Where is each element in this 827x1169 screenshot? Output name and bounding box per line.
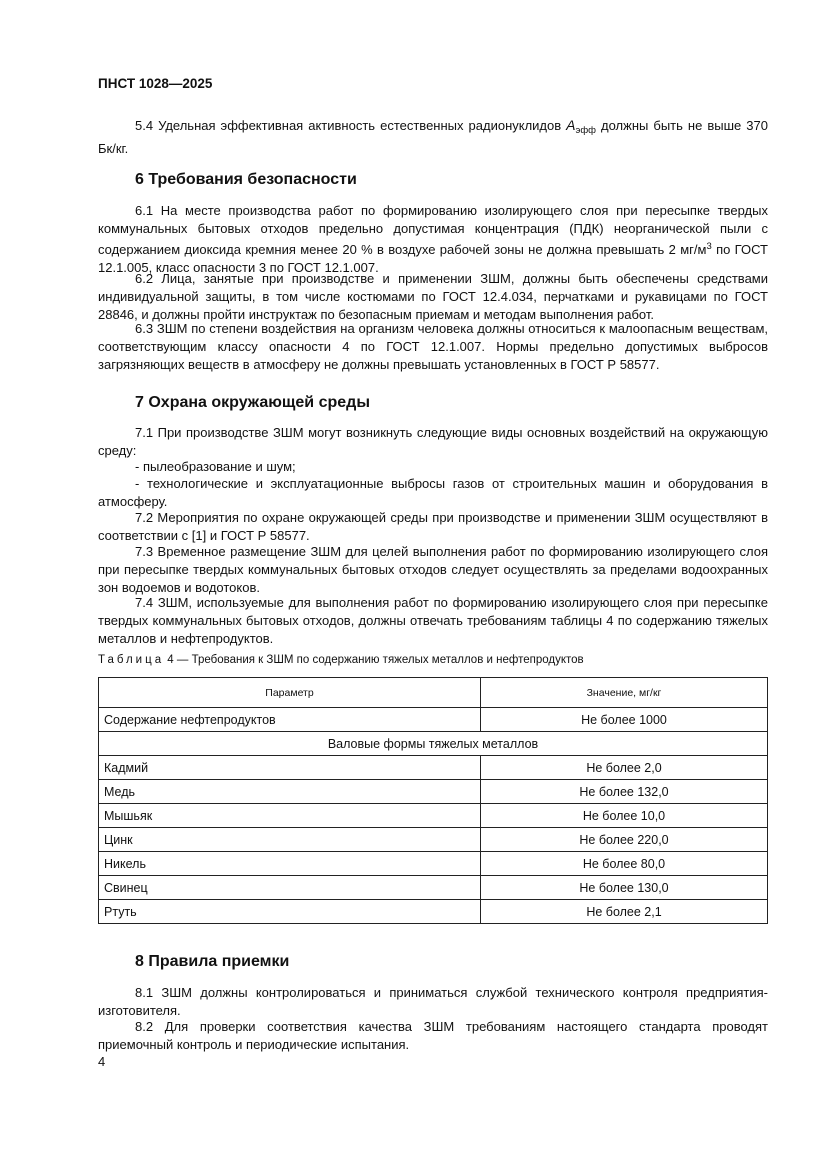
value-cell: Не более 132,0: [481, 780, 768, 804]
page-number: 4: [98, 1054, 106, 1069]
paragraph-8-1: 8.1 ЗШМ должны контролироваться и приниматься службой технического контроля предприятия-изготовителя.: [98, 985, 768, 1018]
p54-subscript: эфф: [575, 125, 596, 136]
paragraph-6-2: 6.2 Лица, занятые при производстве и применении ЗШМ, должны быть обеспечены средствами индивидуальной защиты, в том числе костюмами по ГОСТ 12.4.034, перчатками и рукавицами по ГОСТ 28846, и должны пройти инструктаж по безопасным приемам и методам выполнения работ.: [98, 271, 768, 322]
param-cell: Ртуть: [99, 900, 481, 924]
param-cell: Медь: [99, 780, 481, 804]
value-cell: Не более 130,0: [481, 876, 768, 900]
list-item-dust: - пылеобразование и шум;: [135, 459, 296, 474]
paragraph-7-3: 7.3 Временное размещение ЗШМ для целей выполнения работ по формированию изолирующего слоя при пересыпке твердых коммунальных бытовых отходов следует осуществлять за пределами водоохранных зон водоемов и водотоков.: [98, 544, 768, 595]
param-cell: Содержание нефтепродуктов: [99, 708, 481, 732]
table-row: [99, 756, 768, 780]
requirements-table: [98, 677, 768, 924]
param-cell: Никель: [99, 852, 481, 876]
value-cell: Не более 10,0: [481, 804, 768, 828]
document-header: ПНСТ 1028—2025: [98, 76, 213, 91]
param-cell: Свинец: [99, 876, 481, 900]
paragraph-6-1: [98, 202, 768, 277]
p61-superscript: 3: [706, 241, 712, 252]
param-cell: Мышьяк: [99, 804, 481, 828]
param-cell: Цинк: [99, 828, 481, 852]
section-7-title: 7 Охрана окружающей среды: [135, 394, 370, 411]
paragraph-7-4: 7.4 ЗШМ, используемые для выполнения работ по формированию изолирующего слоя при пересыпке твердых коммунальных бытовых отходов, должны отвечать требованиям таблицы 4 по содержанию тяжелых металлов и нефтепродуктов.: [98, 595, 768, 646]
p54-pre: 5.4 Удельная эффективная активность естественных радионуклидов: [135, 118, 567, 133]
group-cell: Валовые формы тяжелых металлов: [99, 732, 768, 756]
section-8-title: 8 Правила приемки: [135, 953, 290, 970]
table-group-row: [99, 732, 768, 756]
table-caption-label: Таблица: [98, 654, 165, 666]
table-row: [99, 780, 768, 804]
value-cell: Не более 2,0: [481, 756, 768, 780]
p61-pre: 6.1 На месте производства работ по формированию изолирующего слоя при пересыпке твердых коммунальных бытовых отходов предельно допустимая концентрация (ПДК) неорганической пыли с содержанием диоксида кремния менее 20 % в воздухе рабочей зоны не должна превышать 2 мг/м: [98, 203, 768, 257]
p61-post: по ГОСТ 12.1.005, класс опасности 3 по ГОСТ 12.1.007.: [98, 242, 768, 275]
p54-symbol: A: [566, 117, 576, 133]
table-row: [99, 876, 768, 900]
paragraph-5-4: [98, 116, 768, 158]
value-cell: Не более 1000: [481, 708, 768, 732]
table-row: [99, 804, 768, 828]
paragraph-7-1: 7.1 При производстве ЗШМ могут возникнуть следующие виды основных воздействий на окружающую среду:: [98, 425, 768, 458]
table-row: [99, 900, 768, 924]
list-item-emissions: - технологические и эксплуатационные выбросы газов от строительных машин и оборудования в атмосферу.: [98, 476, 768, 509]
param-cell: Кадмий: [99, 756, 481, 780]
header-parameter: Параметр: [99, 678, 481, 708]
section-6-title: 6 Требования безопасности: [135, 171, 357, 188]
table-row: [99, 708, 768, 732]
table-row: [99, 852, 768, 876]
value-cell: Не более 220,0: [481, 828, 768, 852]
paragraph-8-2: 8.2 Для проверки соответствия качества ЗШМ требованиям настоящего стандарта проводят приемочный контроль и периодические испытания.: [98, 1019, 768, 1052]
paragraph-6-3: 6.3 ЗШМ по степени воздействия на организм человека должны относиться к малоопасным веществам, соответствующим классу опасности 4 по ГОСТ 12.1.007. Нормы предельно допустимых выбросов загрязняющих веществ в атмосферу не должны превышать установленных в ГОСТ Р 58577.: [98, 321, 768, 372]
table-row: [99, 828, 768, 852]
table-caption: [98, 654, 584, 666]
value-cell: Не более 80,0: [481, 852, 768, 876]
header-value: Значение, мг/кг: [481, 678, 768, 708]
table-header-row: [99, 678, 768, 708]
value-cell: Не более 2,1: [481, 900, 768, 924]
paragraph-7-2: 7.2 Мероприятия по охране окружающей среды при производстве и применении ЗШМ осуществляют в соответствии с [1] и ГОСТ Р 58577.: [98, 510, 768, 543]
table-caption-text: 4 — Требования к ЗШМ по содержанию тяжелых металлов и нефтепродуктов: [164, 654, 584, 666]
p54-post: должны быть не выше 370 Бк/кг.: [98, 118, 768, 156]
